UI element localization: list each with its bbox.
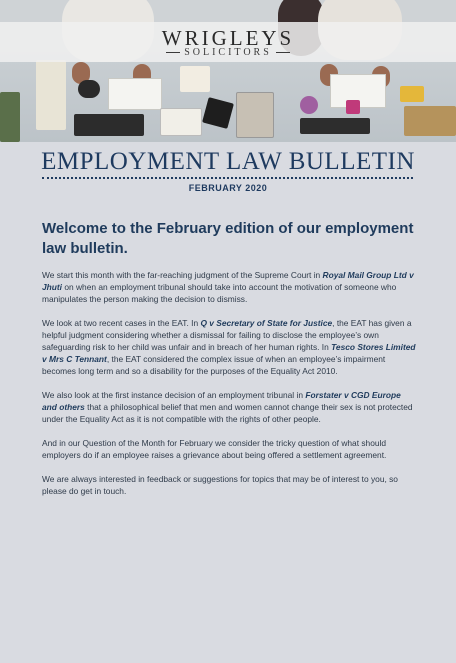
camera-icon [74, 114, 144, 136]
cup-icon [300, 96, 318, 114]
title-divider [42, 177, 413, 179]
keyboard-icon [300, 118, 370, 134]
paper-note-icon [180, 66, 210, 92]
paragraph-3: We also look at the first instance decision of an employment tribunal in Forstater v CGD Europe and others that a philosophical belief that men and women cannot change their sex is not protected under the Equality Act as it is not compatible with the rights of other people. [42, 390, 413, 424]
document-icon [160, 108, 202, 136]
issue-date: FEBRUARY 2020 [188, 183, 268, 193]
header-photo [0, 0, 456, 142]
case-title: Royal Mail Group Ltd v Jhuti [42, 270, 414, 292]
paragraph-4: And in our Question of the Month for February we consider the tricky question of what should employers do if an employee raises a grievance about being offered a settlement agreement. [42, 438, 387, 460]
brand-subtitle: SOLICITORS [0, 47, 456, 58]
brand-logo: WRIGLEYS [161, 26, 295, 50]
books-icon [404, 106, 456, 136]
intro-heading: Welcome to the February edition of our employment law bulletin. [42, 220, 414, 257]
pencil-holder-icon [400, 86, 424, 102]
desk-surface [0, 52, 456, 142]
mouse-icon [78, 80, 100, 98]
article-body [42, 219, 416, 509]
paper-sheet [108, 78, 162, 110]
page-title: EMPLOYMENT LAW BULLETIN [41, 148, 415, 175]
paragraph-1: We start this month with the far-reaching judgment of the Supreme Court in Royal Mail Group Ltd v Jhuti on when an employment tribunal should take into account the motivation of someone who manipulates the person making the decision to dismiss. [42, 270, 414, 304]
case-title: Q v Secretary of State for Justice [200, 318, 333, 328]
sticky-note-icon [346, 100, 360, 114]
notebook-icon [36, 60, 66, 130]
case-title: Tesco Stores Limited v Mrs C Tennant [42, 342, 416, 364]
calculator-icon [236, 92, 274, 138]
case-title: Forstater v CGD Europe and others [42, 390, 401, 412]
paragraph-5: We are always interested in feedback or suggestions for topics that may be of interest to you, so please do get in touch. [42, 474, 398, 496]
paragraph-2: We look at two recent cases in the EAT. In Q v Secretary of State for Justice, the EAT has given a helpful judgment considering whether a dismissal for failing to disclose the employee’s own safeguarding risk to her child was unfair and in breach of her human rights. In Tesco Stores Limited v Mrs C Tennant, the EAT considered the complex issue of when an employee’s impairment becomes long term and so a disability for the purposes of the Equality Act 2010. [42, 318, 416, 376]
plant-icon [0, 92, 20, 142]
